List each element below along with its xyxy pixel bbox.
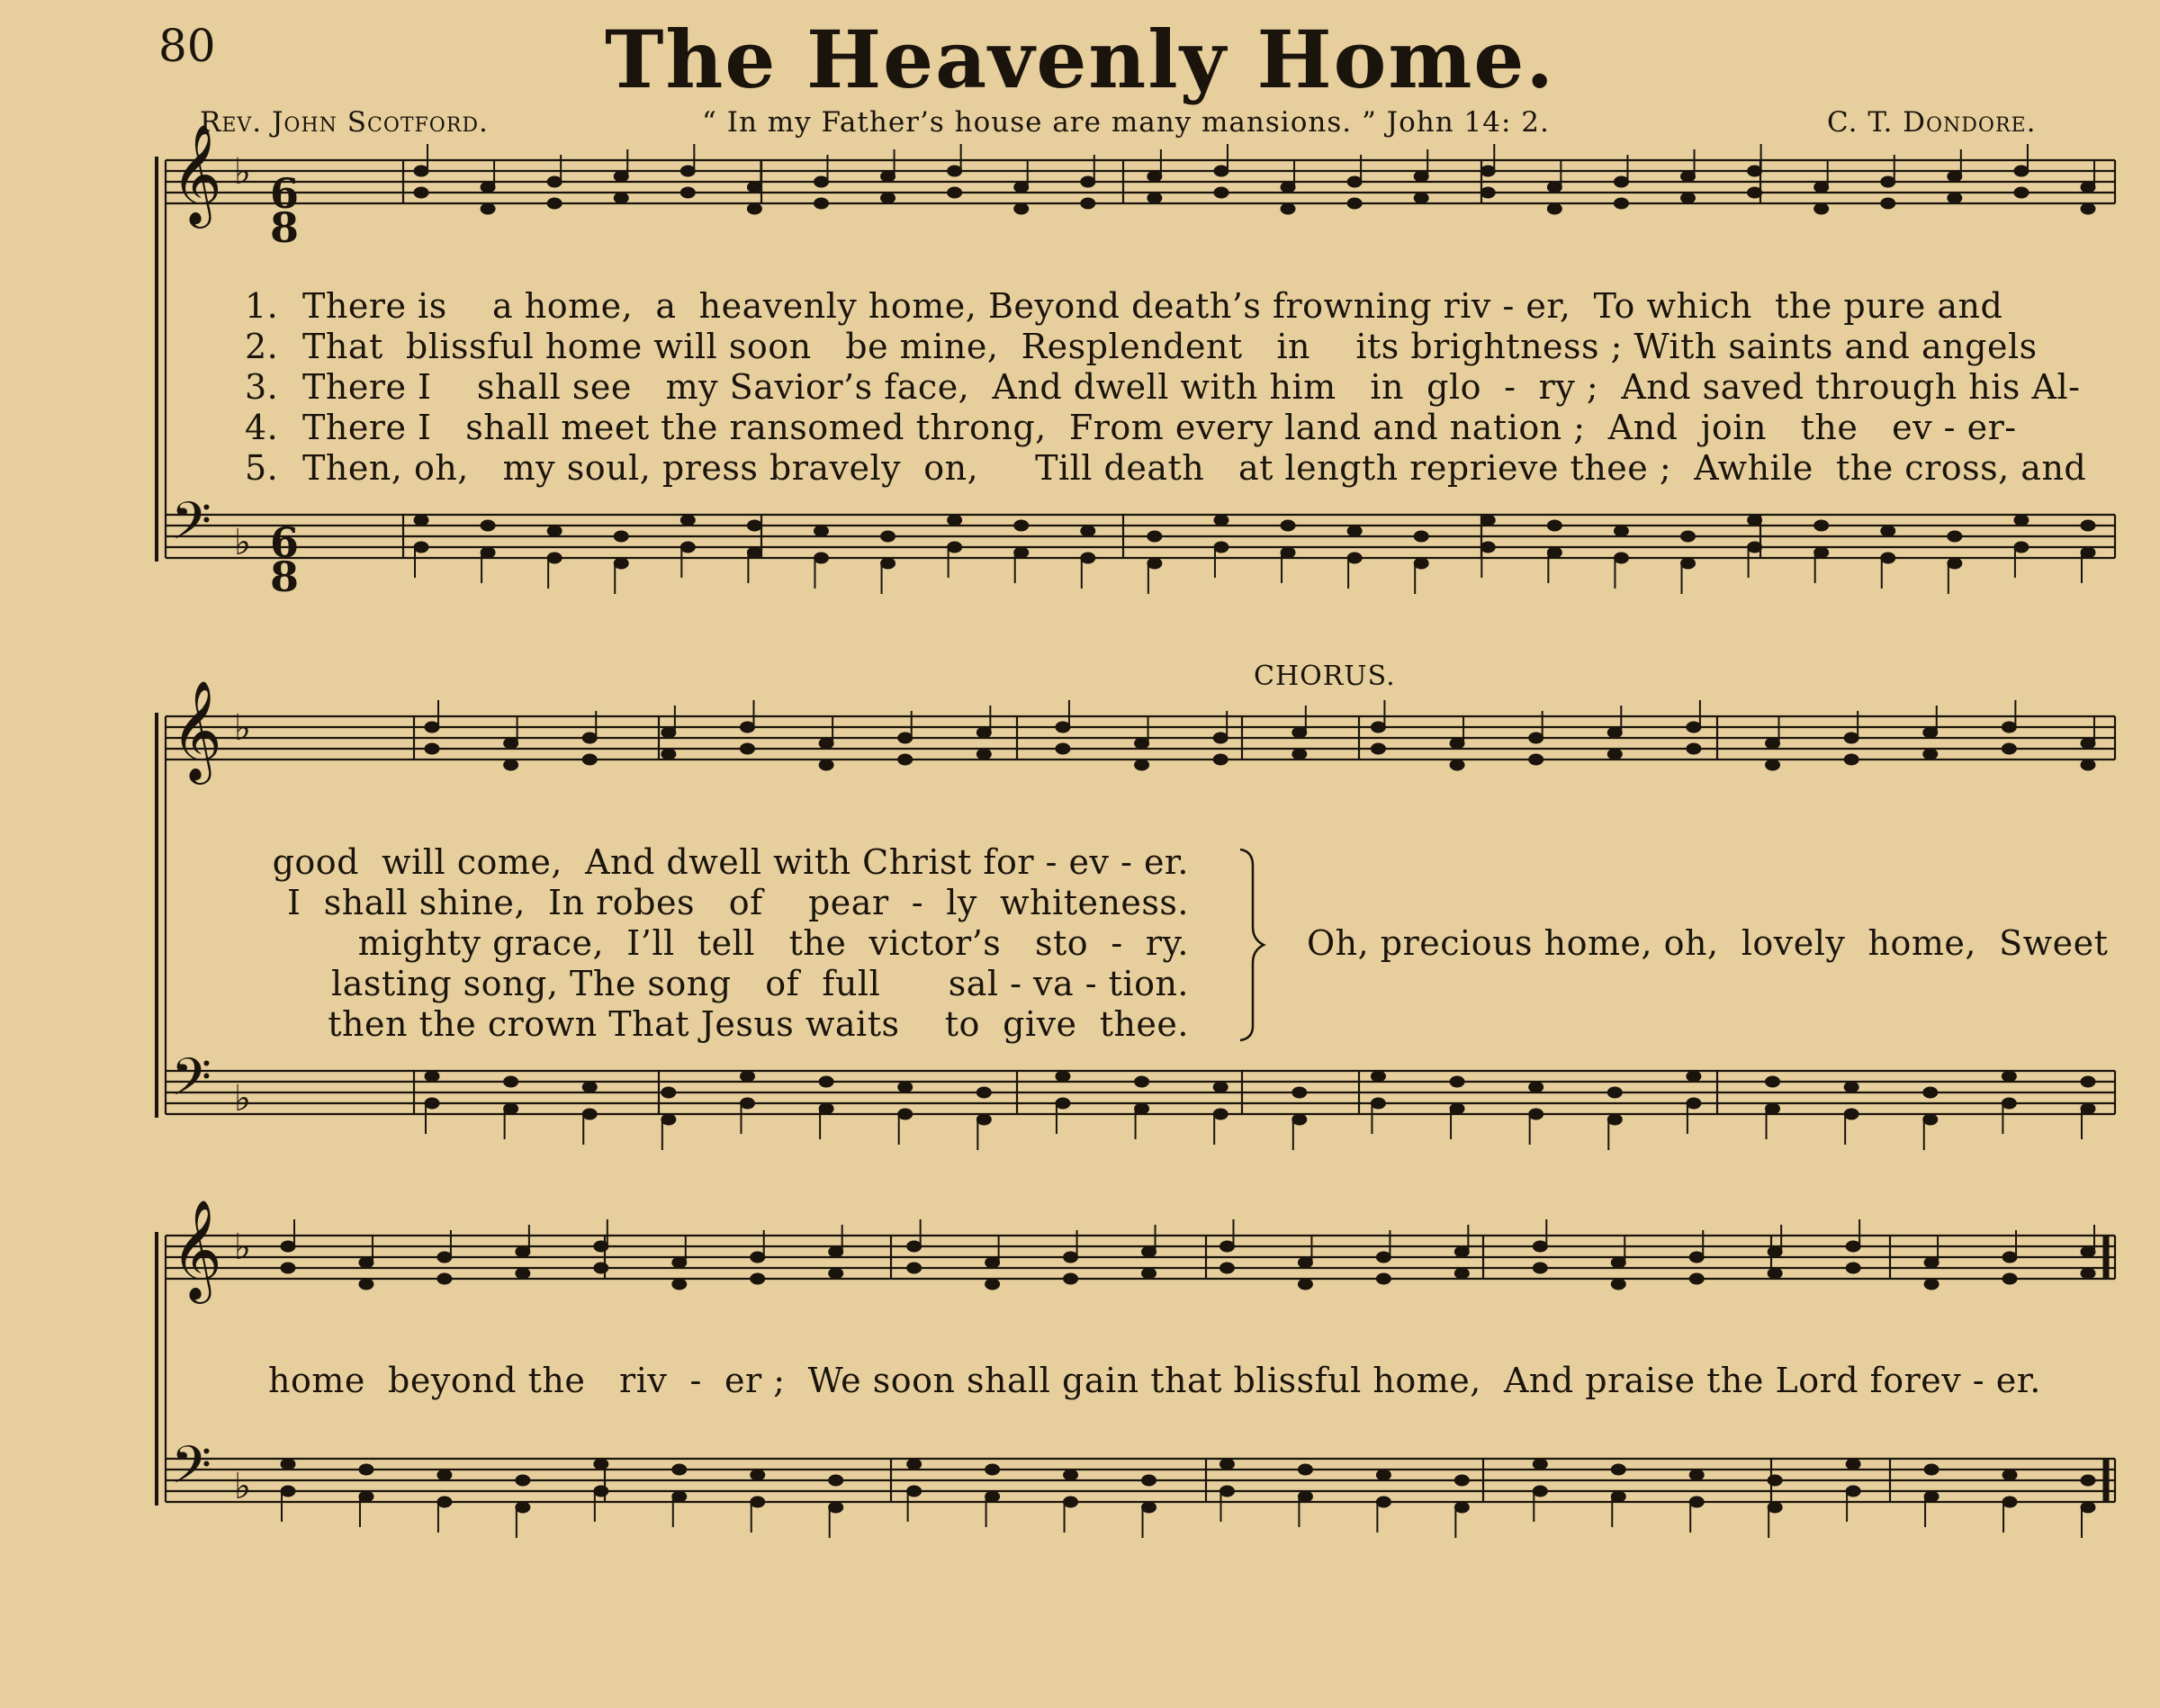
- page-number: 80: [158, 20, 216, 72]
- flat-icon: ♭: [234, 1466, 251, 1507]
- bass-clef-icon: 𝄢: [171, 1434, 212, 1508]
- verse-text: I shall shine, In robes of pear - ly whiteness.: [287, 883, 1189, 922]
- time-signature-top: 6: [270, 169, 300, 218]
- flat-icon: ♭: [234, 151, 251, 193]
- verse-text: There I shall see my Savior’s face, And dwell with him in glo - ry ; And saved through his Al-: [302, 367, 2081, 407]
- verse-text: then the crown That Jesus waits to give thee.: [328, 1004, 1189, 1044]
- verse-text: There is a home, a heavenly home, Beyond death’s frowning riv - er, To which the pure and: [302, 286, 2003, 326]
- verse-number: 3.: [245, 367, 279, 407]
- verse-number: 4.: [245, 408, 279, 447]
- scripture-reference: “ In my Father’s house are many mansions. ” John 14: 2.: [702, 106, 1550, 139]
- verse-text: There I shall meet the ransomed throng, From every land and nation ; And join the ev - er-: [302, 408, 2017, 447]
- flat-icon: ♭: [234, 522, 251, 563]
- verse-text: good will come, And dwell with Christ for - ev - er.: [272, 842, 1189, 882]
- verse-text: mighty grace, I’ll tell the victor’s sto - ry.: [357, 923, 1189, 963]
- chorus-lyrics-line-1: Oh, precious home, oh, lovely home, Sweet: [1307, 923, 2109, 963]
- flat-icon: ♭: [234, 1227, 251, 1268]
- hymn-title: The Heavenly Home.: [604, 13, 1556, 106]
- verse-number: 1.: [245, 286, 279, 326]
- treble-clef-icon: 𝄞: [171, 679, 222, 780]
- flat-icon: ♭: [234, 1078, 251, 1119]
- verse-text: Then, oh, my soul, press bravely on, Till death at length reprieve thee ; Awhile the cross, and: [302, 448, 2087, 488]
- bass-clef-icon: 𝄢: [171, 1047, 212, 1120]
- time-signature-bottom: 8: [270, 553, 300, 601]
- composer-credit: C. T. Dondore.: [1827, 106, 2037, 139]
- flat-icon: ♭: [234, 707, 251, 749]
- verse-number: 5.: [245, 448, 279, 488]
- bass-clef-icon: 𝄢: [171, 490, 212, 564]
- time-signature-bottom: 8: [270, 203, 300, 252]
- verse-text: lasting song, The song of full sal - va - tion.: [331, 964, 1189, 1003]
- chorus-lyrics-line-2: home beyond the riv - er ; We soon shall gain that blissful home, And praise the Lord forev - er.: [268, 1361, 2041, 1400]
- chorus-label: CHORUS.: [1254, 661, 1396, 692]
- treble-clef-icon: 𝄞: [171, 123, 222, 224]
- author-credit: Rev. John Scotford.: [200, 106, 489, 139]
- verse-number: 2.: [245, 327, 279, 366]
- time-signature-top: 6: [270, 518, 300, 567]
- treble-clef-icon: 𝄞: [171, 1199, 222, 1299]
- verse-text: That blissful home will soon be mine, Resplendent in its brightness ; With saints and angels: [302, 327, 2038, 366]
